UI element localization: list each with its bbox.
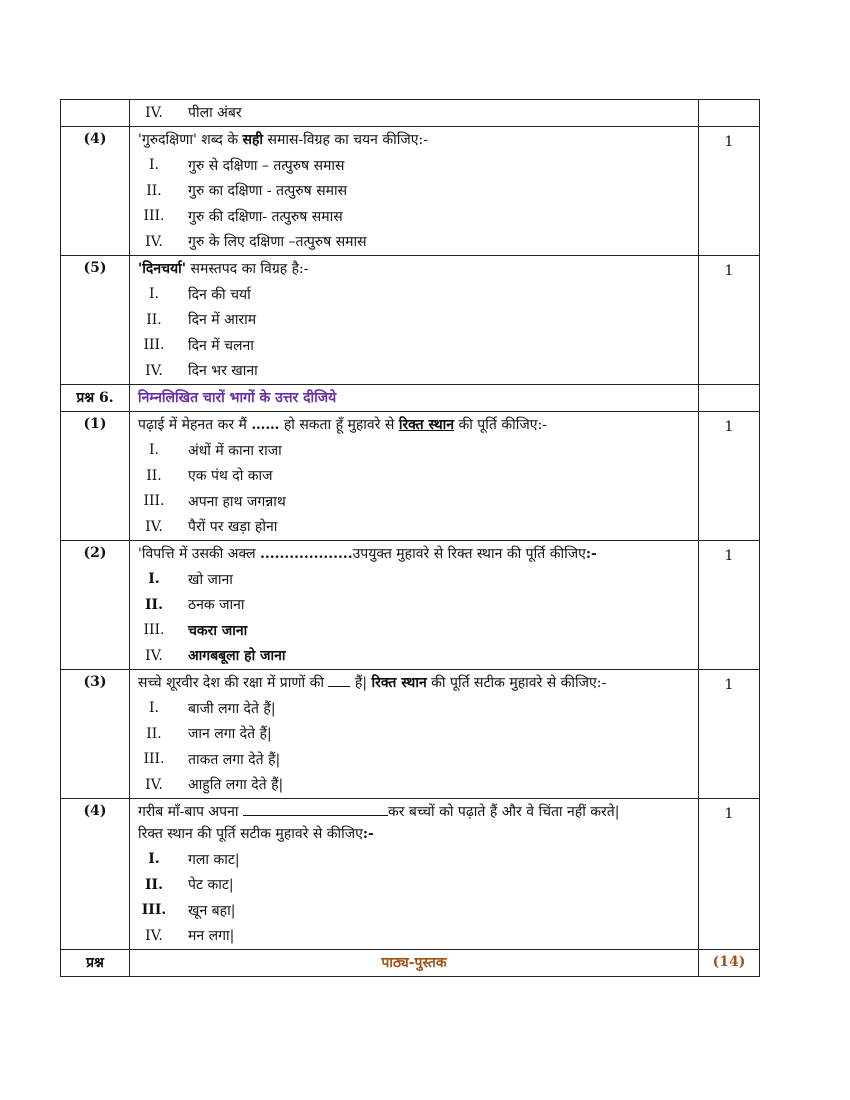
option-numeral: II. [146,725,162,742]
stem-text: हो सकता हूँ मुहावरे से [279,416,399,433]
question-content-cell [130,126,699,255]
marks-cell [699,411,760,540]
option-row [130,618,698,644]
marks-cell [699,126,760,255]
option-row [130,489,698,515]
question-content-cell [130,540,699,669]
stem-text: पढ़ाई में मेहनत कर मैं [138,416,252,433]
stem-punctuation: :- [585,545,597,562]
section-title-cell [130,949,699,976]
option-text: दिन की चर्या [188,286,251,303]
stem-emphasis: 'दिनचर्या' [138,260,187,277]
option-text: बाजी लगा देते हैं| [188,700,276,717]
table-row [61,540,760,669]
question-stem [130,670,698,696]
marks-value: 1 [724,805,734,822]
question-number-cell [61,255,130,384]
option-text: ताकत लगा देते हैं| [188,751,281,768]
option-row [130,153,698,179]
section-title: पाठ्य-पुस्तक [381,954,447,971]
question-content-cell [130,669,699,798]
option-numeral: III. [143,208,165,225]
stem-text: 'विपत्ति में उसकी अक्ल [138,545,261,562]
option-row [130,438,698,464]
option-text: खून बहा| [188,902,236,919]
option-text: गला काट| [188,851,240,868]
option-numeral: IV. [145,647,163,664]
option-numeral: II. [146,467,162,484]
marks-value: 1 [724,133,734,150]
question-stem [130,127,698,153]
option-numeral: IV. [145,518,163,535]
question-number: (2) [83,544,107,561]
stem-emphasis: सही [242,131,264,148]
blank-line [243,803,388,816]
option-text: दिन भर खाना [188,363,258,380]
option-numeral: I. [148,571,160,588]
option-row [130,514,698,540]
option-numeral: III. [143,493,165,510]
option-numeral: II. [145,596,163,613]
option-row [130,923,698,949]
option-numeral: I. [149,442,159,459]
option-row [130,463,698,489]
option-numeral: III. [143,751,165,768]
option-numeral: IV. [145,927,163,944]
stem-text: की पूर्ति कीजिए:- [454,416,547,433]
table-row [61,126,760,255]
option-text: दिन में आराम [188,312,257,329]
question-number-cell [61,798,130,949]
option-numeral: III. [143,337,165,354]
option-text: जान लगा देते हैं| [188,726,272,743]
blank-line [328,674,350,687]
option-row [130,204,698,230]
stem-text: सच्चे शूरवीर देश की रक्षा में प्राणों की [138,674,329,691]
option-text: अपना हाथ जगन्नाथ [188,493,286,510]
option-numeral: II. [146,311,162,328]
question-stem-line-2 [130,823,698,847]
table-row [61,798,760,949]
option-numeral: IV. [145,776,163,793]
option-row [130,567,698,593]
option-numeral: I. [149,157,159,174]
option-text: गुरु की दक्षिणा- तत्पुरुष समास [188,208,343,225]
option-text: पैरों पर खड़ा होना [188,519,278,536]
question-number-cell [61,669,130,798]
option-numeral: II. [145,876,163,893]
table-row [61,100,760,127]
option-numeral: III. [141,902,167,919]
option-row [130,358,698,384]
question-content-cell [130,100,699,127]
marks-cell [699,669,760,798]
option-row [130,847,698,873]
option-row [130,721,698,747]
stem-text: की पूर्ति सटीक मुहावरे से कीजिए:- [426,674,607,691]
question-stem [130,541,698,567]
stem-text: समस्तपद का विग्रह है:- [186,260,309,277]
question-number-cell [61,411,130,540]
question-stem [130,412,698,438]
stem-text: हैं| [350,674,372,691]
stem-emphasis: रिक्त स्थान [371,674,427,691]
question-content-cell [130,255,699,384]
question-content-cell [130,798,699,949]
option-text: पीला अंबर [188,105,242,122]
stem-punctuation: :- [362,825,374,842]
question-number-cell [61,126,130,255]
option-row [130,333,698,359]
question-stem [130,256,698,282]
option-text: गुरु से दक्षिणा – तत्पुरुष समास [188,157,345,174]
option-text: आगबबूला हो जाना [188,648,286,665]
option-numeral: I. [149,700,159,717]
option-numeral: I. [148,851,160,868]
option-row [130,872,698,898]
marks-value: 1 [724,262,734,279]
marks-cell [699,540,760,669]
option-numeral: III. [143,622,165,639]
option-text: दिन में चलना [188,337,254,354]
option-numeral: II. [146,182,162,199]
marks-cell [699,384,760,411]
question-content-cell [130,411,699,540]
stem-text: 'गुरुदक्षिणा' शब्द के [138,131,243,148]
option-row [130,100,698,126]
section-header-row [61,384,760,411]
option-row [130,747,698,773]
option-text: चकरा जाना [188,622,248,639]
option-row [130,178,698,204]
table-row [61,411,760,540]
option-row [130,772,698,798]
option-text: गुरु का दक्षिणा - तत्पुरुष समास [188,183,348,200]
marks-cell [699,100,760,127]
option-row [130,282,698,308]
marks-value: 1 [724,676,734,693]
option-text: ठनक जाना [188,597,245,614]
option-numeral: IV. [145,233,163,250]
option-numeral: IV. [145,362,163,379]
stem-text: समास-विग्रह का चयन कीजिए:- [263,131,428,148]
question-paper-table-wrapper [60,99,758,977]
option-text: खो जाना [188,571,233,588]
option-row [130,307,698,333]
option-text: गुरु के लिए दक्षिणा –तत्पुरुष समास [188,234,367,251]
option-text: पेट काट| [188,877,234,894]
question-number: (5) [83,259,107,276]
marks-value: 1 [724,547,734,564]
blank-dots: …… [251,416,280,433]
section-title-cell [130,384,699,411]
stem-text: कर बच्चों को पढ़ाते हैं और वे चिंता नहीं करते| [387,803,620,820]
option-row [130,643,698,669]
option-row [130,898,698,924]
marks-cell [699,255,760,384]
stem-text: उपयुक्त मुहावरे से रिक्त स्थान की पूर्ति कीजिए [352,545,586,562]
table-row [61,669,760,798]
option-numeral: I. [149,286,159,303]
stem-text: गरीब माँ-बाप अपना [138,803,243,820]
option-row [130,592,698,618]
section-title: निम्नलिखित चारों भागों के उत्तर दीजिये [138,389,337,406]
table-row [61,255,760,384]
marks-value: 1 [724,418,734,435]
question-table [60,99,760,977]
question-number: (4) [83,802,107,819]
section-number: प्रश्न [86,954,104,971]
blank-dots: ................... [260,545,353,562]
question-number: (3) [83,673,107,690]
option-row [130,696,698,722]
question-number: (4) [83,130,107,147]
marks-cell [699,798,760,949]
option-text: एक पंथ दो काज [188,468,273,485]
option-text: आहुति लगा देते हैं| [188,777,284,794]
section-number-cell [61,949,130,976]
option-row [130,229,698,255]
section-number: प्रश्न 6. [76,389,114,406]
stem-text: रिक्त स्थान की पूर्ति सटीक मुहावरे से कीजिए [138,825,363,842]
section-number-cell [61,384,130,411]
question-number-cell [61,540,130,669]
marks-cell [699,949,760,976]
section-marks: (14) [712,953,746,970]
option-text: अंधों में काना राजा [188,442,282,459]
option-text: मन लगा| [188,928,235,945]
stem-emphasis: रिक्त स्थान [398,416,455,433]
option-numeral: IV. [145,104,163,121]
question-number: (1) [83,415,107,432]
section-header-row [61,949,760,976]
question-number-cell [61,100,130,127]
question-stem [130,799,698,823]
